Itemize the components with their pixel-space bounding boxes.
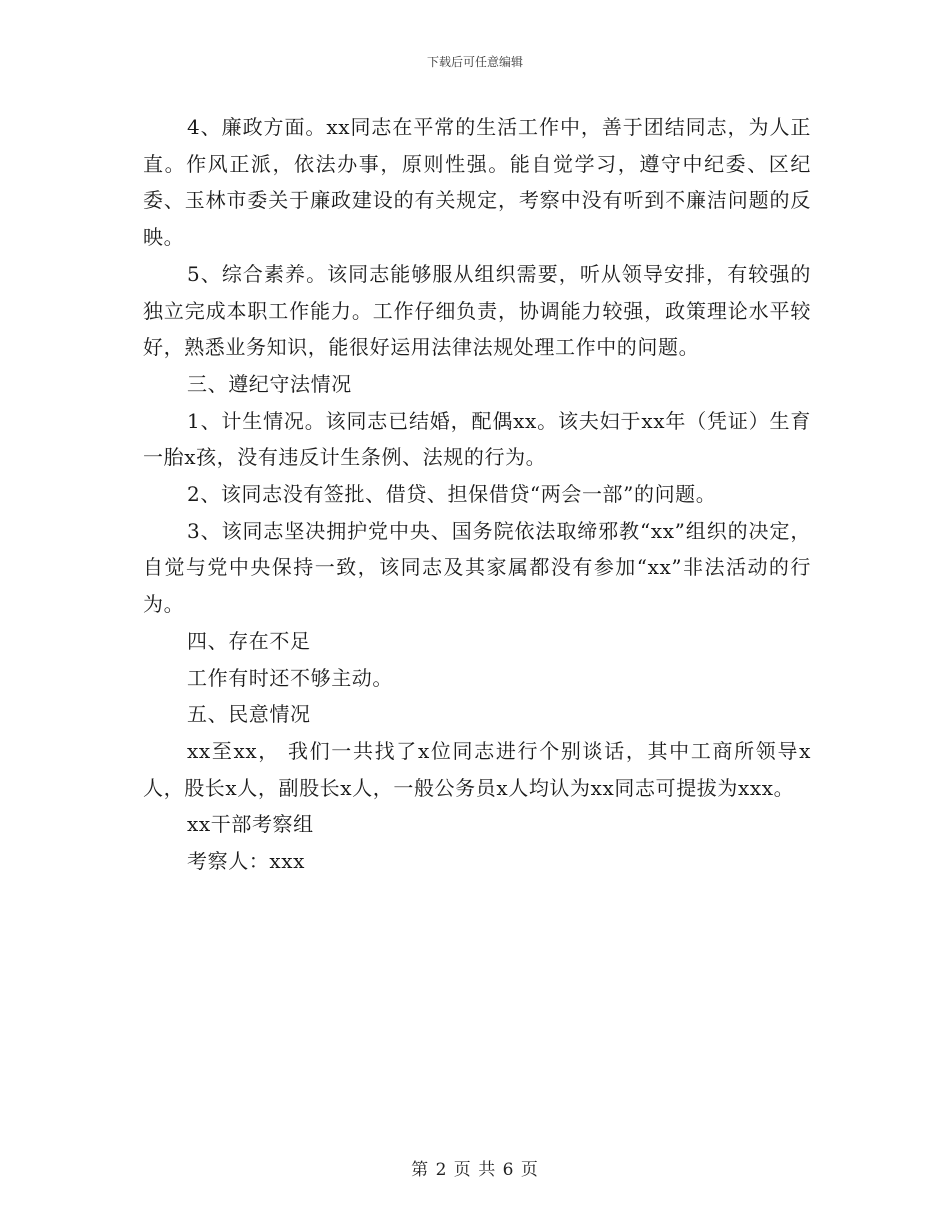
- document-body: [143, 109, 811, 880]
- paragraph-overall-quality: 5、综合素养。该同志能够服从组织需要，听从领导安排，有较强的独立完成本职工作能力。工作仔细负责，协调能力较强，政策理论水平较好，熟悉业务知识，能很好运用法律法规处理工作中的问题。: [143, 261, 811, 360]
- section-heading-discipline: 三、遵纪守法情况: [187, 371, 352, 396]
- paragraph-loans: 2、该同志没有签批、借贷、担保借贷“两会一部”的问题。: [187, 482, 717, 507]
- paragraph-public-opinion: xx至xx， 我们一共找了x位同志进行个别谈话，其中工商所领导x人，股长x人，副股长x人，一般公务员x人均认为xx同志可提拔为xxx。: [143, 738, 811, 800]
- paragraph-integrity: 4、廉政方面。xx同志在平常的生活工作中，善于团结同志，为人正直。作风正派，依法办事，原则性强。能自觉学习，遵守中纪委、区纪委、玉林市委关于廉政建设的有关规定，考察中没有听到不廉洁问题的反映。: [143, 115, 811, 250]
- signature-inspector: 考察人：xxx: [187, 849, 306, 874]
- signature-group: xx干部考察组: [187, 812, 314, 837]
- page-footer: 第 2 页 共 6 页: [411, 1160, 539, 1180]
- paragraph-political-stance: 3、该同志坚决拥护党中央、国务院依法取缔邪教“xx”组织的决定，自觉与党中央保持一致，该同志及其家属都没有参加“xx”非法活动的行为。: [143, 518, 811, 617]
- paragraph-shortcomings: 工作有时还不够主动。: [187, 665, 393, 690]
- paragraph-family-planning: 1、计生情况。该同志已结婚，配偶xx。该夫妇于xx年（凭证）生育一胎x孩，没有违反计生条例、法规的行为。: [143, 408, 811, 470]
- page-header: 下载后可任意编辑: [426, 55, 523, 69]
- section-heading-shortcomings: 四、存在不足: [187, 628, 311, 653]
- section-heading-public-opinion: 五、民意情况: [187, 702, 311, 727]
